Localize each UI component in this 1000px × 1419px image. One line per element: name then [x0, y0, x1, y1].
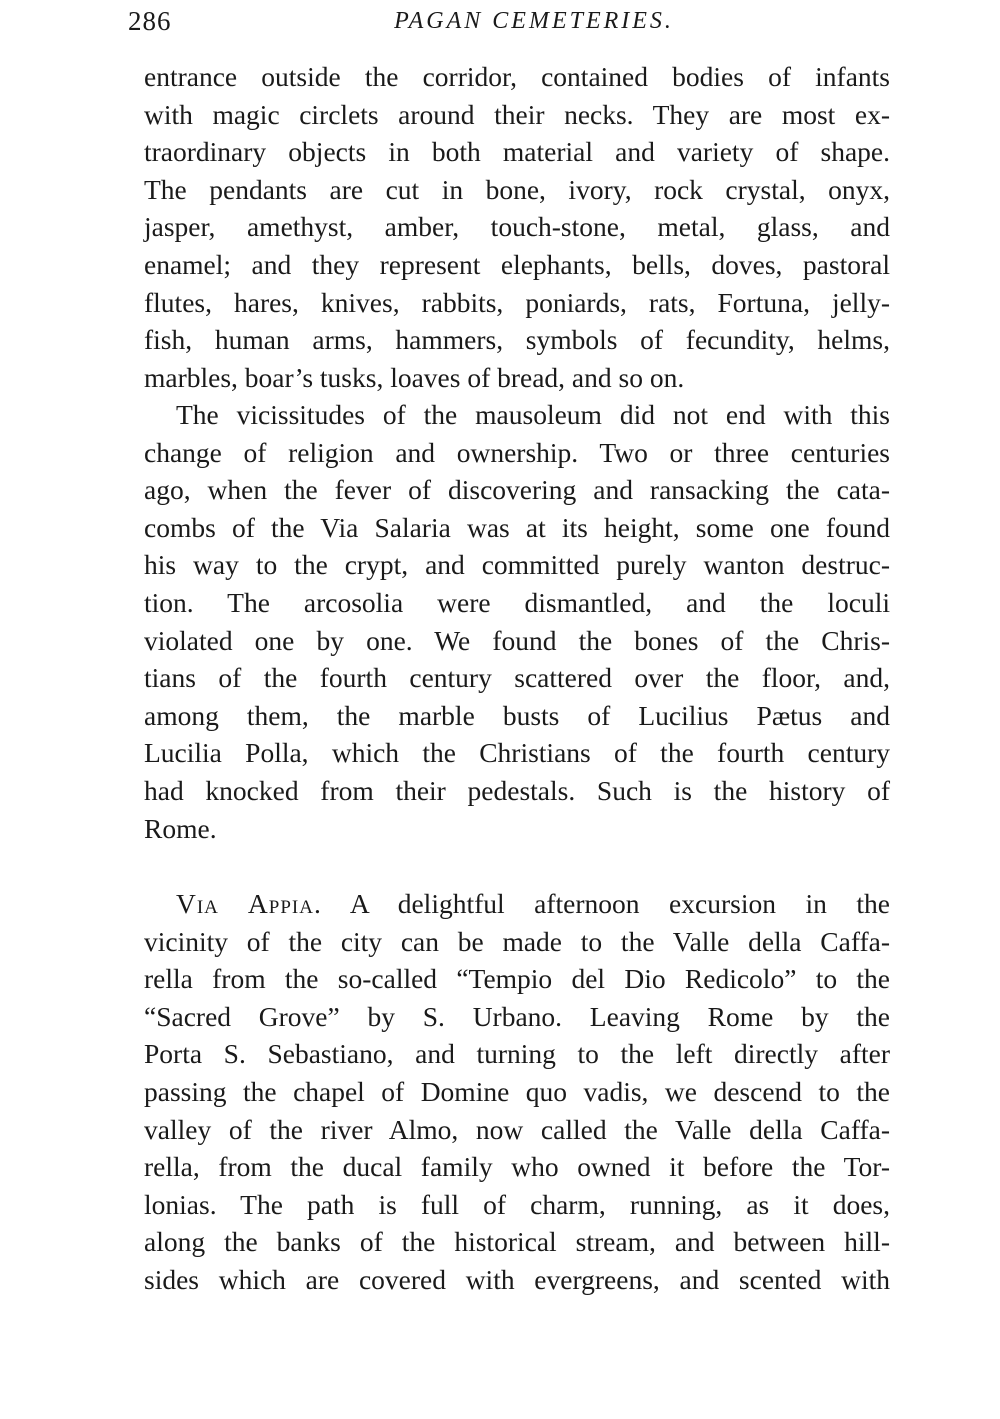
text-line: ago, when the fever of discovering and ransacking the cata- [144, 474, 890, 506]
text-line: combs of the Via Salaria was at its height, some one found [144, 511, 890, 543]
text-line: rella, from the ducal family who owned it before the Tor- [144, 1151, 890, 1183]
text-line: Rome. [144, 812, 217, 844]
text-line: vicinity of the city can be made to the Valle della Caffa- [144, 925, 890, 957]
text-line: valley of the river Almo, now called the Valle della Caffa- [144, 1113, 890, 1145]
text-line: entrance outside the corridor, contained bodies of infants [144, 61, 890, 92]
text-line: violated one by one. We found the bones of the Chris- [144, 624, 890, 656]
text-line: flutes, hares, knives, rabbits, poniards, rats, Fortuna, jelly- [144, 286, 890, 318]
text-line: fish, human arms, hammers, symbols of fecundity, helms, [144, 324, 890, 356]
text-line: sides which are covered with evergreens, and scented with [144, 1263, 890, 1295]
text-line: among them, the marble busts of Lucilius Pætus and [144, 699, 890, 731]
text-line: marbles, boar’s tusks, loaves of bread, and so on. [144, 361, 685, 393]
running-title: PAGAN CEMETERIES. [394, 8, 674, 34]
text-line: The vicissitudes of the mausoleum did not end with this [176, 399, 890, 430]
running-head [128, 6, 890, 42]
text-line: jasper, amethyst, amber, touch-stone, metal, glass, and [144, 211, 890, 243]
text-line: change of religion and ownership. Two or three centuries [144, 436, 890, 468]
text-line [144, 885, 890, 923]
section-heading: Via Appia. [176, 888, 322, 919]
page-number: 286 [128, 6, 172, 36]
paragraph-via-appia [144, 885, 890, 1299]
text-line: tians of the fourth century scattered over the floor, and, [144, 662, 890, 694]
text-line: had knocked from their pedestals. Such is the history of [144, 774, 890, 806]
text-line: traordinary objects in both material and variety of shape. [144, 136, 890, 168]
text-line: with magic circlets around their necks. They are most ex- [144, 98, 890, 130]
heading-line-rest: A delightful afternoon excursion in the [349, 888, 891, 919]
paragraph-mausoleum-vicissitudes [144, 396, 890, 847]
text-line: rella from the so-called “Tempio del Dio Redicolo” to the [144, 963, 890, 995]
text-line: The pendants are cut in bone, ivory, rock crystal, onyx, [144, 173, 890, 205]
paragraph-infant-circlets [144, 58, 890, 396]
text-line: lonias. The path is full of charm, running, as it does, [144, 1188, 890, 1220]
text-line: Lucilia Polla, which the Christians of the fourth century [144, 737, 890, 769]
text-line: tion. The arcosolia were dismantled, and the loculi [144, 586, 890, 618]
text-line: along the banks of the historical stream, and between hill- [144, 1226, 890, 1258]
text-line: “Sacred Grove” by S. Urbano. Leaving Rome by the [144, 1000, 890, 1032]
text-line: passing the chapel of Domine quo vadis, we descend to the [144, 1075, 890, 1107]
text-line: Porta S. Sebastiano, and turning to the left directly after [144, 1038, 890, 1070]
text-line: enamel; and they represent elephants, bells, doves, pastoral [144, 248, 890, 280]
text-line: his way to the crypt, and committed purely wanton destruc- [144, 549, 890, 581]
